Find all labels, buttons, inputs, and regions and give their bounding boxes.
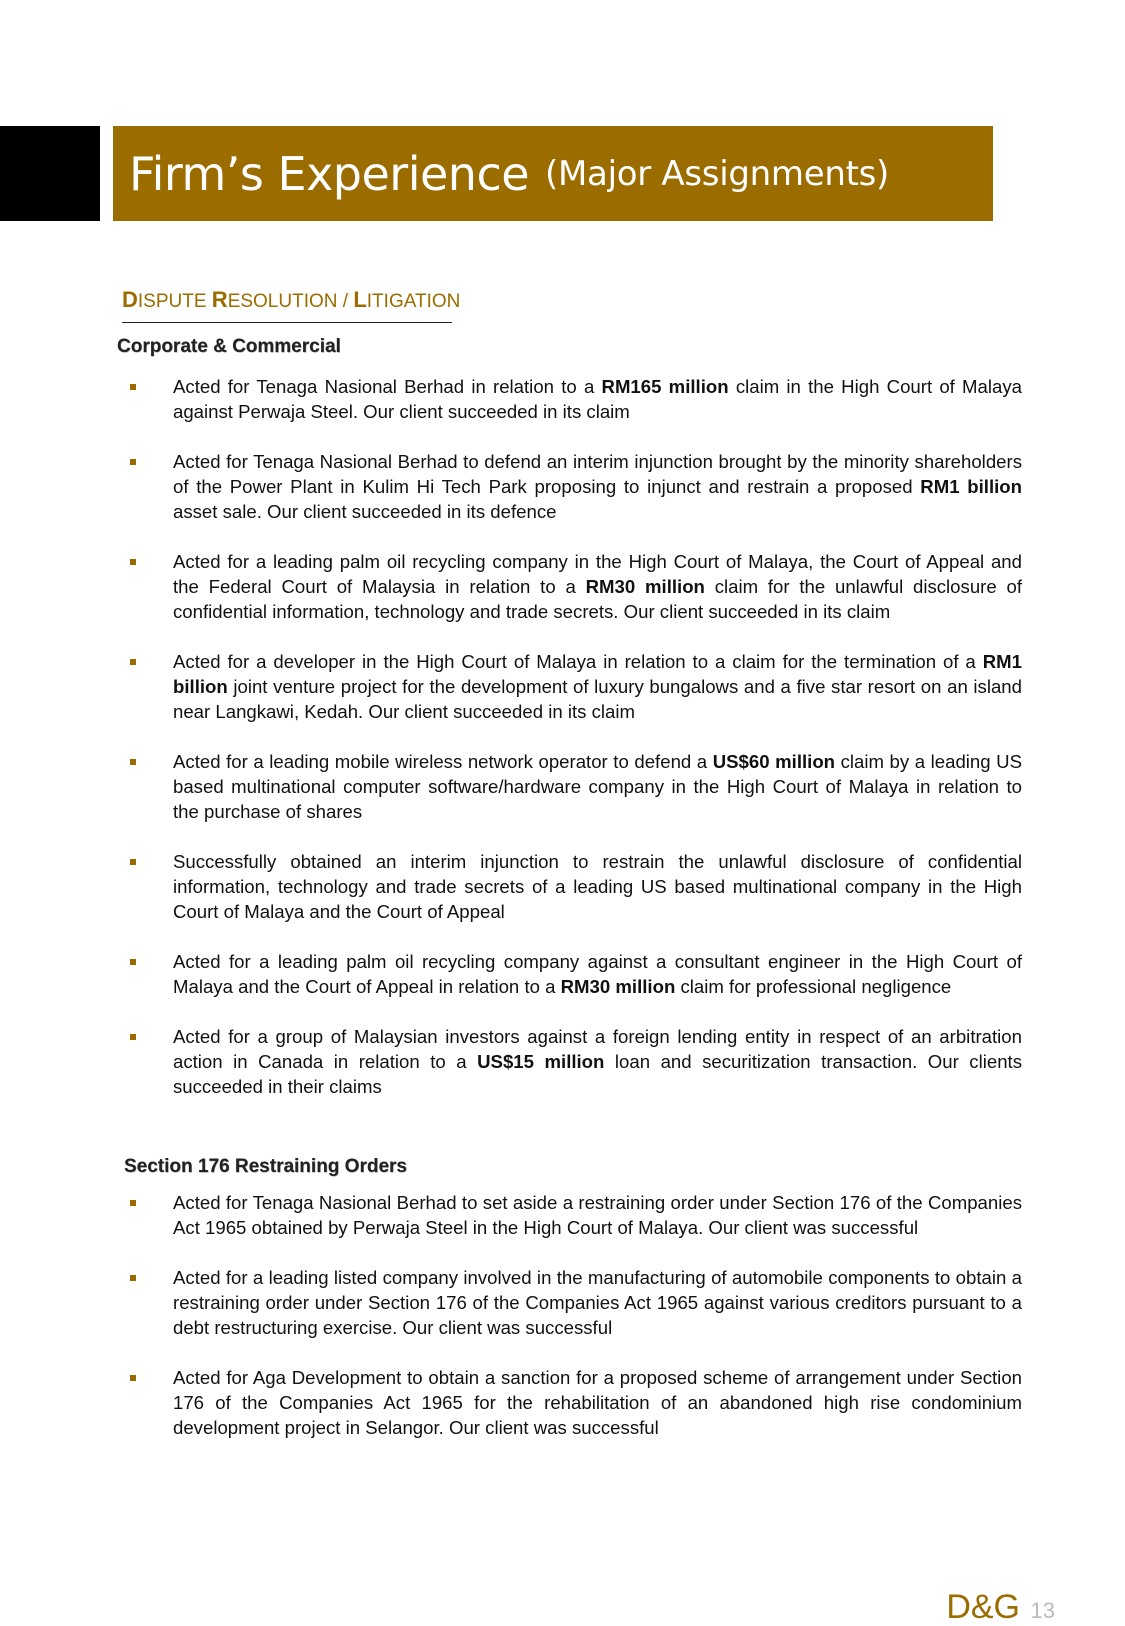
list-item	[122, 1190, 1022, 1240]
list-item	[122, 1365, 1022, 1440]
section-heading-text: ISPUTE	[137, 291, 212, 312]
item-text: Acted for a developer in the High Court of Malaya in relation to a claim for the termination of a	[173, 651, 983, 672]
highlight-amount: RM30 million	[585, 576, 705, 597]
bullet-icon	[130, 759, 136, 765]
list-item	[122, 374, 1022, 424]
list-item	[122, 449, 1022, 524]
section-heading-text: ESOLUTION /	[227, 291, 354, 312]
section-176-list	[122, 1190, 1022, 1465]
highlight-amount: RM1 billion	[173, 651, 1022, 697]
item-text: asset sale. Our client succeeded in its defence	[173, 501, 557, 522]
list-item	[122, 549, 1022, 624]
item-text: Acted for a leading palm oil recycling company in the High Court of Malaya, the Court of Appeal and the Federal Court of Malaysia in relation to a	[173, 551, 1022, 597]
list-item	[122, 1024, 1022, 1099]
bullet-icon	[130, 1034, 136, 1040]
section-heading-text: ITIGATION	[366, 291, 461, 312]
item-text: claim for professional negligence	[675, 976, 952, 997]
header-black-block	[0, 126, 100, 221]
list-item	[122, 749, 1022, 824]
item-text: Acted for a group of Malaysian investors against a foreign lending entity in respect of an arbitration action in Canada in relation to a	[173, 1026, 1022, 1072]
section-heading-initial: R	[211, 287, 228, 312]
item-text: Acted for a leading mobile wireless network operator to defend a	[173, 751, 713, 772]
section-heading-initial: L	[353, 287, 367, 312]
item-text: Acted for a leading listed company involved in the manufacturing of automobile components to obtain a restraining order under Section 176 of the Companies Act 1965 against various creditors pursuant to a debt restructuring exercise. Our client was successful	[173, 1267, 1022, 1338]
list-item	[122, 949, 1022, 999]
item-text: Acted for Tenaga Nasional Berhad to defend an interim injunction brought by the minority shareholders of the Power Plant in Kulim Hi Tech Park proposing to injunct and restrain a proposed	[173, 451, 1022, 497]
list-item	[122, 1265, 1022, 1340]
bullet-icon	[130, 959, 136, 965]
item-text: loan and securitization transaction. Our clients succeeded in their claims	[173, 1051, 1022, 1097]
title-banner	[113, 126, 993, 221]
bullet-icon	[130, 659, 136, 665]
bullet-icon	[130, 459, 136, 465]
bullet-icon	[130, 1200, 136, 1206]
list-item	[122, 649, 1022, 724]
firm-logo: D&G	[946, 1588, 1020, 1626]
page-subtitle: (Major Assignments)	[545, 153, 889, 194]
item-text: Successfully obtained an interim injunction to restrain the unlawful disclosure of confidential information, technology and trade secrets of a leading US based multinational company in the High Court of Malaya and the Court of Appeal	[173, 851, 1022, 922]
bullet-icon	[130, 859, 136, 865]
item-text: Acted for a leading palm oil recycling company against a consultant engineer in the High Court of Malaya and the Court of Appeal in relation to a	[173, 951, 1022, 997]
highlight-amount: US$60 million	[712, 751, 836, 772]
item-text: joint venture project for the development of luxury bungalows and a five star resort on an island near Langkawi, Kedah. Our client succeeded in its claim	[173, 676, 1022, 722]
bullet-icon	[130, 384, 136, 390]
subheading-corporate-commercial: Corporate & Commercial	[117, 336, 341, 357]
bullet-icon	[130, 1275, 136, 1281]
item-text: Acted for Tenaga Nasional Berhad in relation to a	[173, 376, 602, 397]
item-text: Acted for Aga Development to obtain a sanction for a proposed scheme of arrangement under Section 176 of the Companies Act 1965 for the rehabilitation of an abandoned high rise condominium development project in Selangor. Our client was successful	[173, 1367, 1022, 1438]
page-number: 13	[1030, 1598, 1055, 1623]
item-text: claim by a leading US based multinational computer software/hardware company in the High Court of Malaya in relation to the purchase of shares	[173, 751, 1023, 822]
page-title: Firm’s Experience	[129, 146, 530, 201]
item-text: claim in the High Court of Malaya against Perwaja Steel. Our client succeeded in its claim	[173, 376, 1022, 422]
item-text: Acted for Tenaga Nasional Berhad to set aside a restraining order under Section 176 of the Companies Act 1965 obtained by Perwaja Steel in the High Court of Malaya. Our client was successful	[173, 1192, 1022, 1238]
highlight-amount: US$15 million	[477, 1051, 605, 1072]
highlight-amount: RM30 million	[560, 976, 676, 997]
section-heading	[122, 287, 461, 323]
highlight-amount: RM1 billion	[920, 476, 1022, 497]
corporate-commercial-list	[122, 374, 1022, 1124]
highlight-amount: RM165 million	[601, 376, 729, 397]
section-heading-initial: D	[122, 287, 138, 312]
bullet-icon	[130, 1375, 136, 1381]
item-text: claim for the unlawful disclosure of confidential information, technology and trade secrets. Our client succeeded in its claim	[173, 576, 1022, 622]
bullet-icon	[130, 559, 136, 565]
list-item	[122, 849, 1022, 924]
subheading-section-176: Section 176 Restraining Orders	[124, 1156, 407, 1177]
